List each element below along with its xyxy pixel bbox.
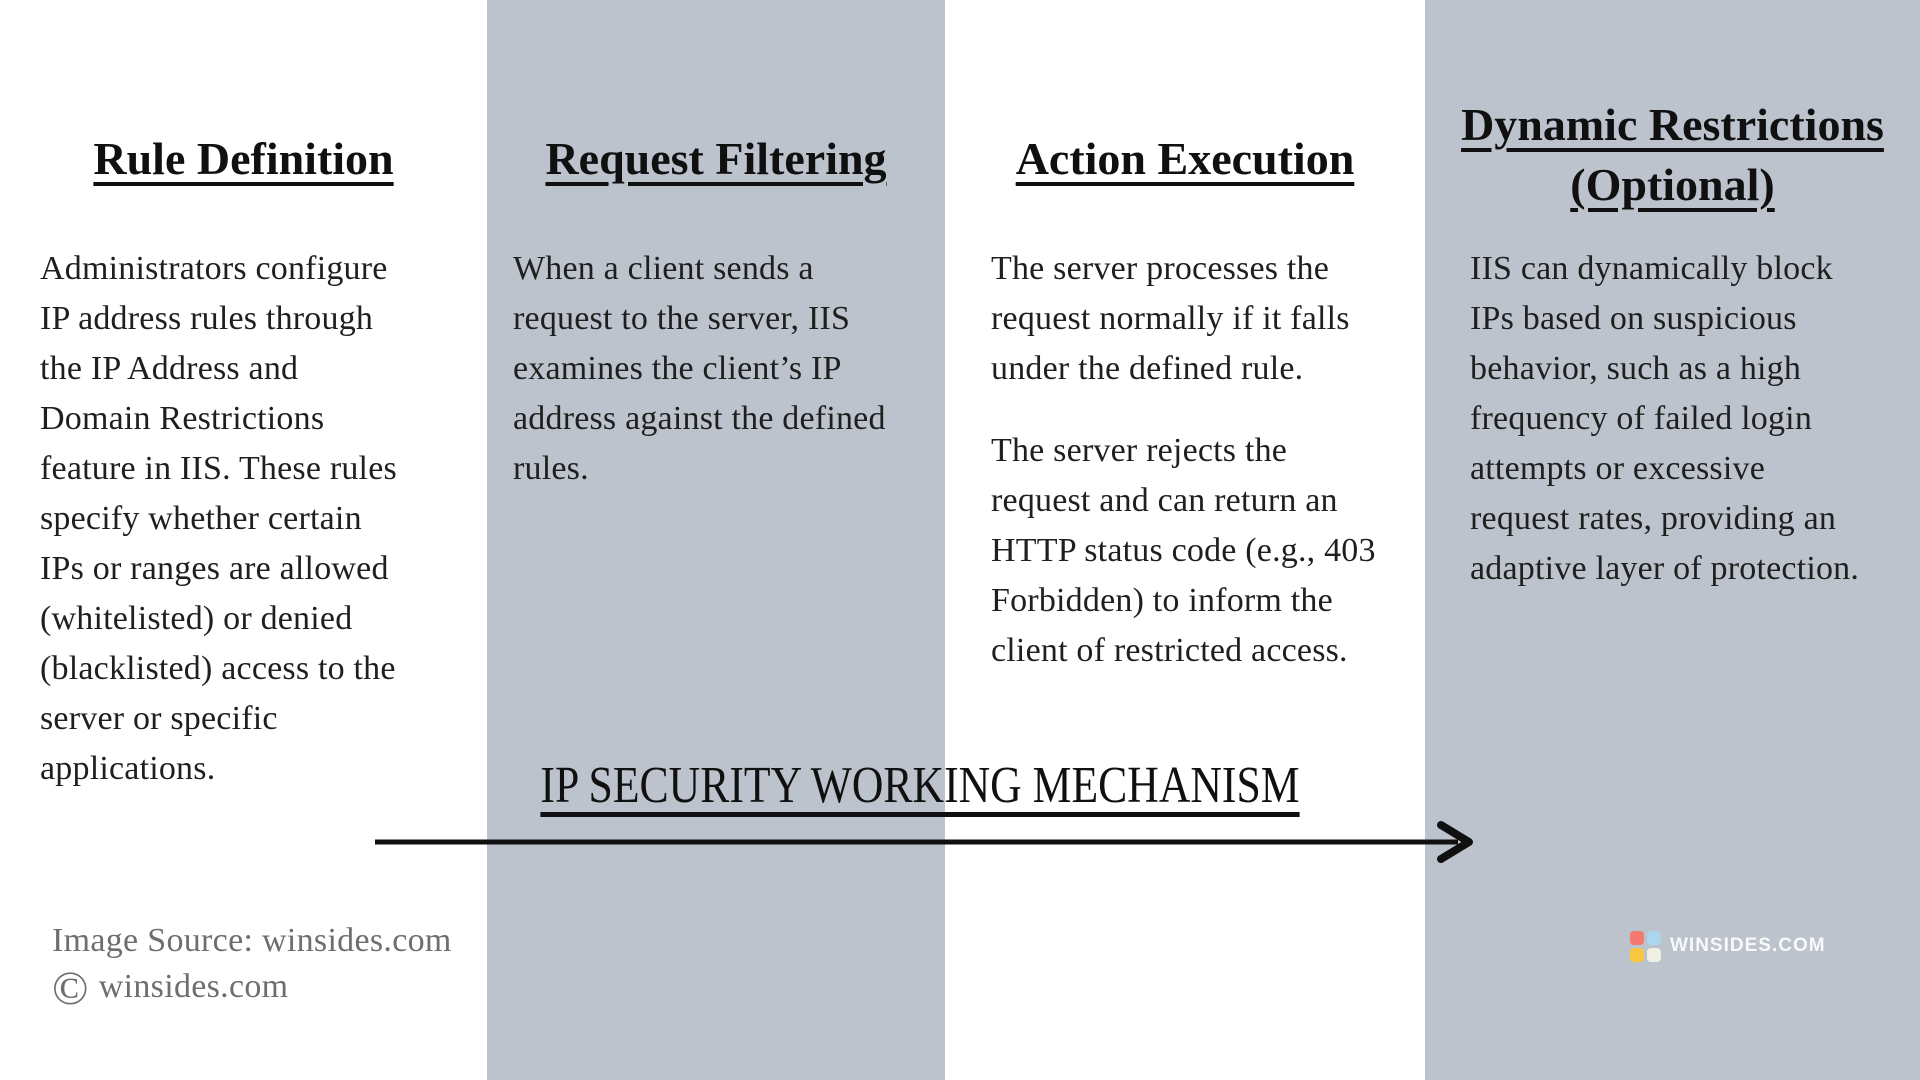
column-body — [40, 244, 412, 826]
logo-square-yellow — [1630, 948, 1644, 962]
column-header-text: Action Execution — [1015, 133, 1355, 185]
column-header — [487, 129, 945, 189]
logo-square-cream — [1647, 948, 1661, 962]
flow-arrow-icon — [373, 818, 1478, 866]
column-header-text: (Optional) — [1570, 159, 1775, 211]
column-request-filtering — [487, 0, 945, 1080]
column-paragraph: When a client sends a request to the server, IIS examines the client’s IP address against the defined rules. — [513, 250, 886, 487]
copyright-icon: © — [52, 962, 89, 1015]
copyright-line — [52, 962, 452, 1015]
column-header — [0, 129, 487, 189]
column-body — [513, 244, 895, 526]
column-paragraph: Administrators configure IP address rules through the IP Address and Domain Restrictions feature in IIS. These rules specify whether certain IPs or ranges are allowed (whitelisted) or denied (blacklisted) access to the server or specific applications. — [40, 250, 397, 787]
column-body — [991, 244, 1393, 708]
column-header — [945, 129, 1425, 189]
column-paragraph: The server processes the request normally if it falls under the defined rule. — [991, 250, 1350, 387]
column-paragraph: IIS can dynamically block IPs based on suspicious behavior, such as a high frequency of failed login attempts or excessive request rates, providing an adaptive layer of protection. — [1470, 250, 1860, 587]
column-header-text: Rule Definition — [93, 133, 394, 185]
logo-square-blue — [1647, 931, 1661, 945]
attribution — [52, 918, 452, 1015]
copyright-text: winsides.com — [98, 968, 289, 1005]
winsides-logo-icon — [1630, 931, 1661, 962]
column-body — [1470, 244, 1866, 626]
diagram-title — [468, 757, 1372, 815]
column-action-execution — [945, 0, 1425, 1080]
logo-square-red — [1630, 931, 1644, 945]
image-source-line: Image Source: winsides.com — [52, 922, 452, 959]
column-header-text: Dynamic Restrictions — [1461, 99, 1884, 151]
diagram-title-text: IP SECURITY WORKING MECHANISM — [540, 757, 1300, 814]
column-dynamic-restrictions — [1425, 0, 1920, 1080]
winsides-logo — [1630, 930, 1826, 962]
column-paragraph: The server rejects the request and can return an HTTP status code (e.g., 403 Forbidden) to inform the client of restricted access. — [991, 432, 1376, 669]
column-header — [1425, 95, 1920, 215]
winsides-logo-text: WINSIDES.COM — [1670, 935, 1826, 956]
column-header-text: Request Filtering — [545, 133, 887, 185]
